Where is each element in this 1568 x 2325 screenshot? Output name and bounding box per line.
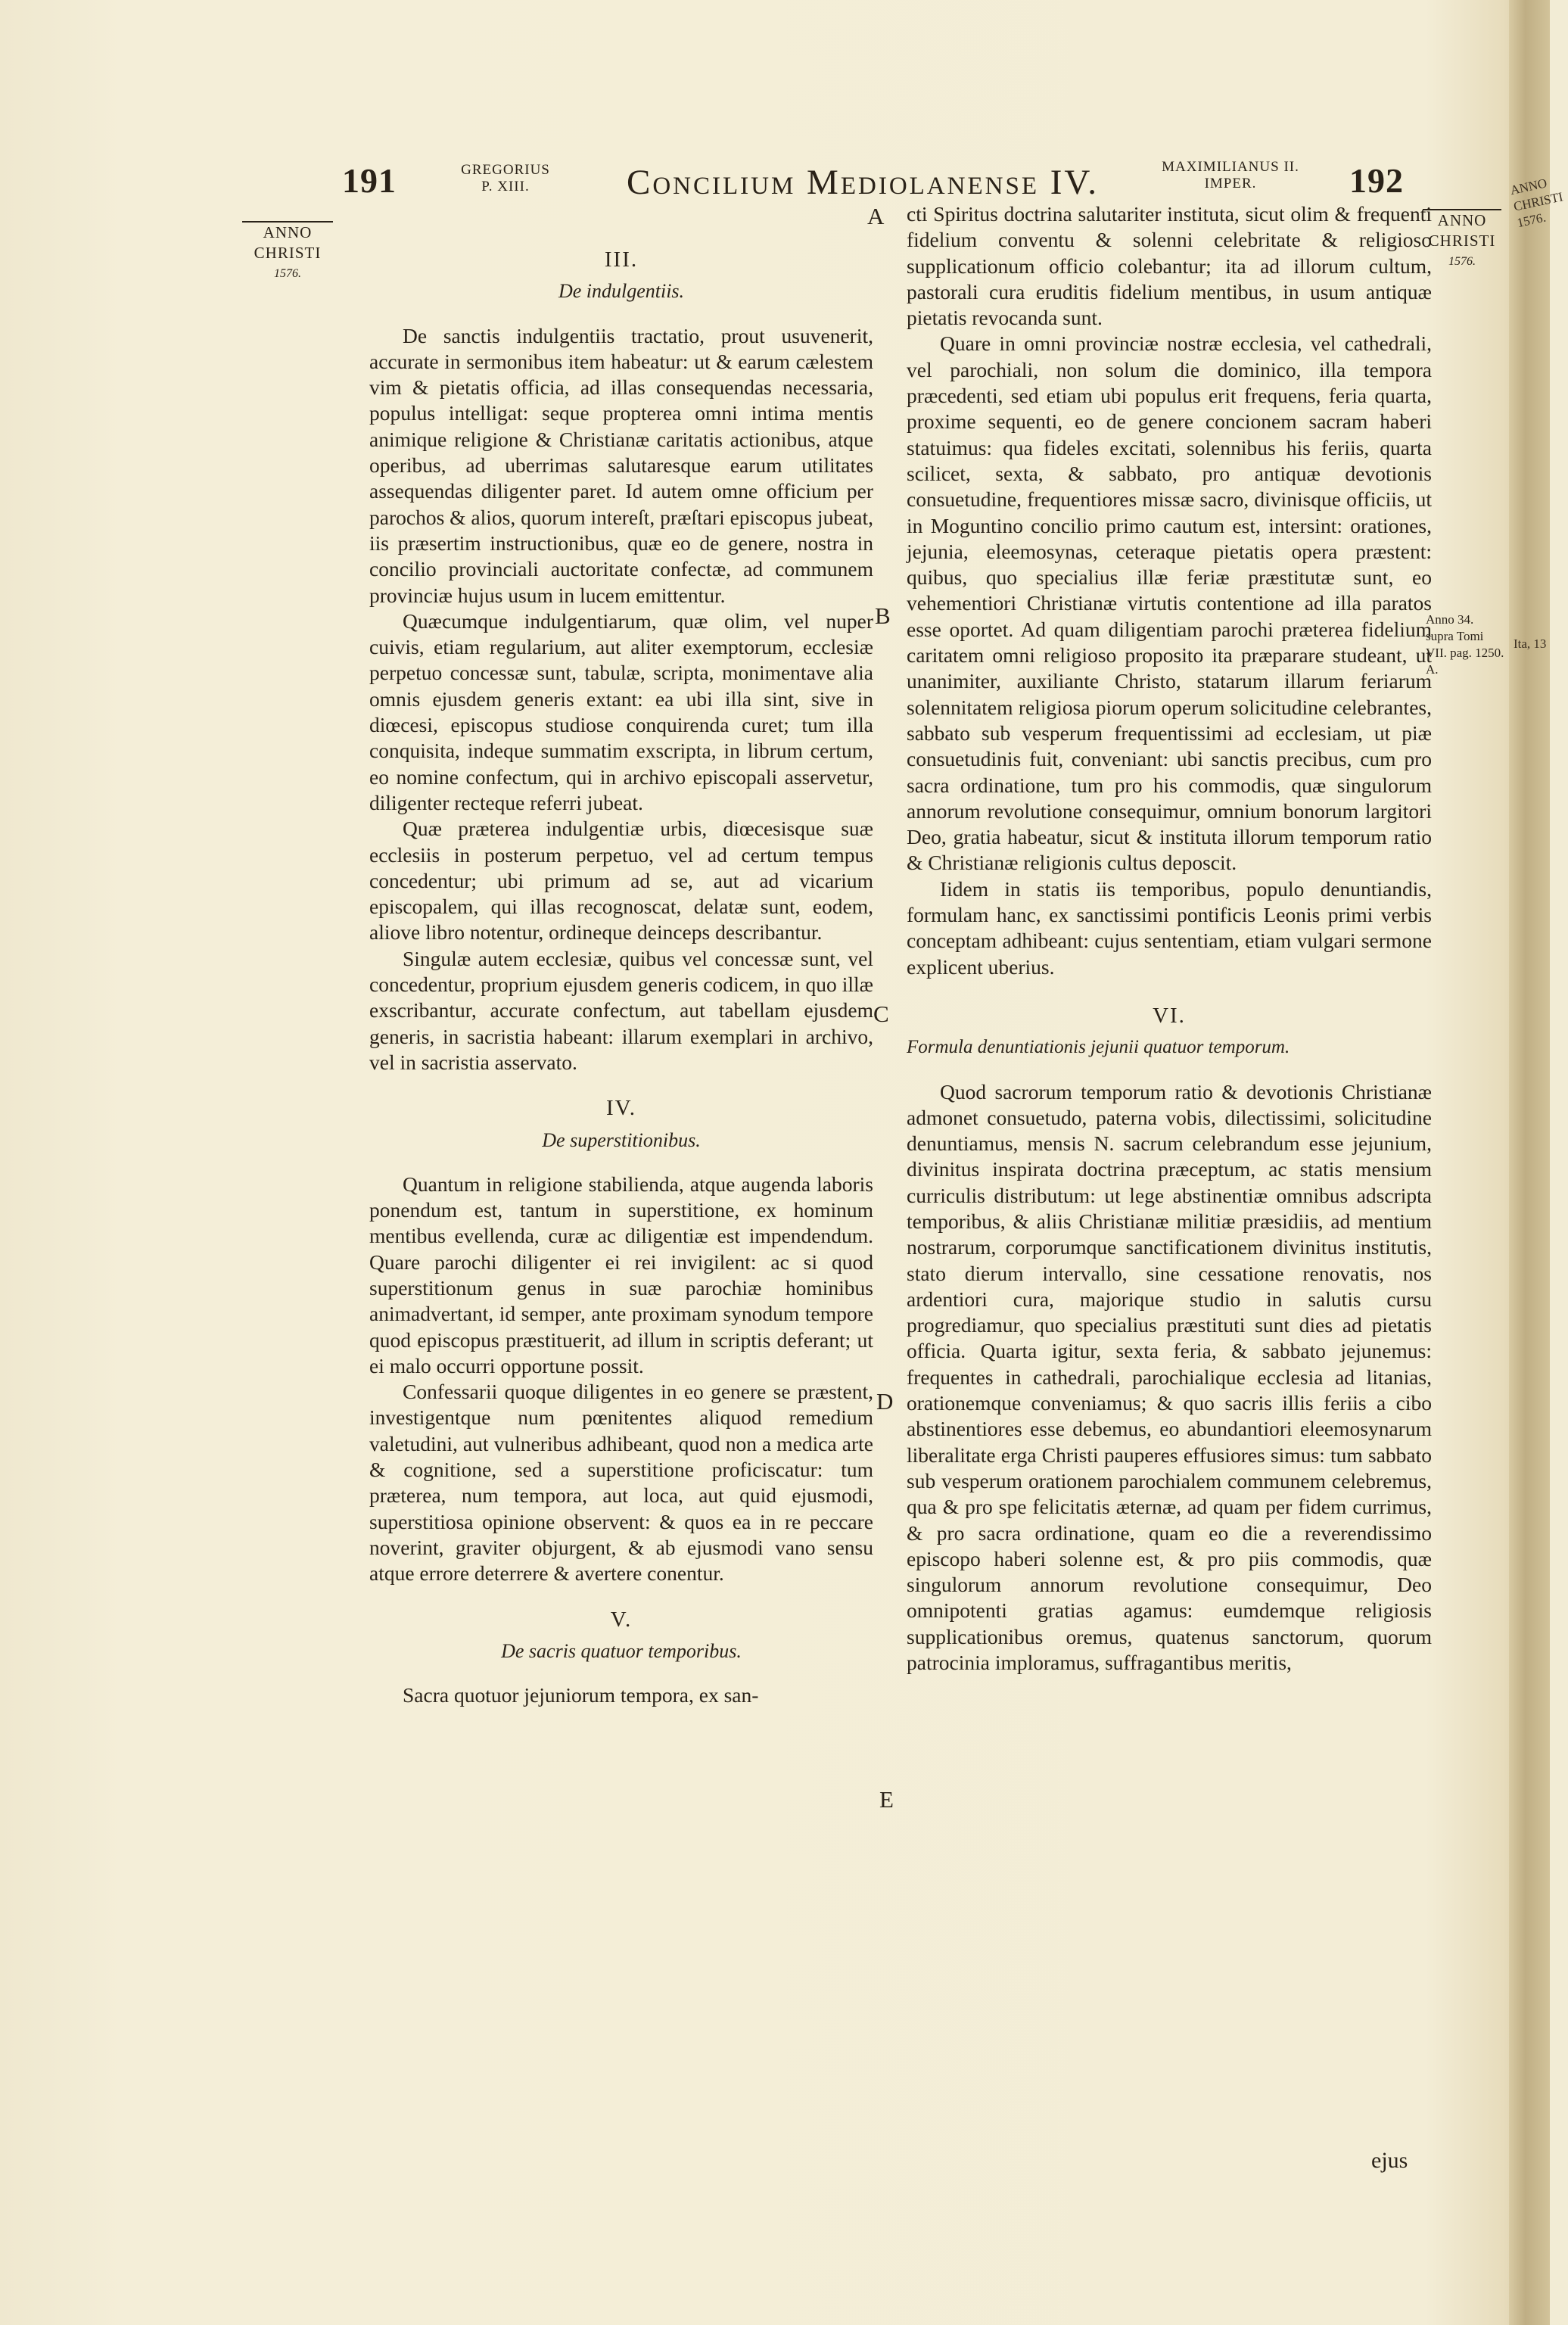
header-pope-name: GREGORIUS — [461, 162, 550, 178]
section-number: VI. — [1153, 1003, 1186, 1028]
section-title: De superstitionibus. — [542, 1128, 701, 1151]
page-number-right: 192 — [1349, 161, 1404, 200]
section-letter-c: C — [873, 1001, 889, 1027]
header-emperor-title: IMPER. — [1204, 176, 1257, 191]
margin-anno-left — [242, 221, 333, 284]
section-letter-b: B — [875, 602, 891, 629]
paragraph: Quare in omni provinciæ nostræ ecclesia, vel cathedrali, vel parochiali, non solum die dominico, illa tempora præcedenti, sed etiam ubi populus erit frequens, feria quarta, proxime sequenti, eo de genere concionem sacram haberi statuimus: qua fideles excitati, solennibus his feriis, quarta scilicet, sexta, & sabbato, pro antiquæ devotionis consuetudine, frequentiores missæ sacro, divinisque officiis, ut in Moguntino concilio primo cautum est, intersint: orationes, jejunia, eleemosynas, ceteraque pietatis opera præstent: quibus, quo specialius illæ feriæ præstitutæ sunt, eo vehementiori Christianæ virtutis contentione ad illa paratos esse oportet. Ad quam diligentiam parochi præterea fidelium caritatem omni religioso proposito ita præparare studeant, ut unanimiter, auxiliante Christo, statarum illarum feriarum solennitatem religiosa piorum operum solicitudine celebrantes, sabbato sub vesperum frequentissimi ad ecclesiam, ut piæ consuetudinis fuit, conveniant: ubi sanctis precibus, cum pro sacra ordinatione, tum pro his commodis, quæ singulorum annorum revolutione consequimur, omnium bonorum largitori Deo, gratia habeatur, sicut & instituta illorum temporum ratio & Christianæ religionis cultus deposcit. — [907, 331, 1432, 875]
header-emperor — [1147, 159, 1314, 192]
margin-anno-label: ANNO — [1423, 209, 1501, 231]
margin-anno-label: ANNO — [242, 221, 333, 243]
section-letter-e: E — [879, 1786, 894, 1813]
paragraph: Singulæ autem ecclesiæ, quibus vel concessæ sunt, vel concedentur, proprium ejusdem generis codicem, in quo illæ exscribantur, accurate confectum, aut tabellam ejusdem generis, in sacristia habeant: illarum exemplari in archivo, vel in sacristia asservato. — [369, 946, 873, 1074]
running-title: Concilium Mediolanense IV. — [626, 163, 1100, 202]
page-number-left: 191 — [342, 161, 397, 200]
margin-note: Anno 34. supra Tomi VII. pag. 1250. A. — [1426, 612, 1504, 677]
paragraph: Quæcumque indulgentiarum, quæ olim, vel nuper cuivis, etiam regularium, aut aliter exemptorum, ecclesiæ perpetuo concessæ sunt, tabulæ, scripta, monimentave alia omnis ejusdem generis extant: ea ubi illa sint, sive in diœcesi, episcopus studiose conquirenda curet; tum illa conquisita, indeque summatim exscripta, in librum certum, eo nomine confectum, qui in archivo episcopali asservetur, diligenter recteque referri jubeat. — [369, 608, 873, 814]
margin-year: 1576. — [1448, 255, 1476, 268]
paragraph: cti Spiritus doctrina salutariter instituta, sicut olim & frequenti fidelium conventu & solenni celebritate & religioso supplicationum officio colebantur; ita ad illorum cultum, pastorali cura eruditis fidelium mentibus, in usum antiquæ pietatis revocanda sunt. — [907, 202, 1432, 330]
spine-note-text: Ita, 13 — [1514, 636, 1547, 651]
section-title: De sacris quatuor temporibus. — [501, 1639, 742, 1662]
section-number: III. — [604, 247, 639, 272]
book-spine-edge — [1509, 0, 1550, 2325]
section-letter-d: D — [876, 1388, 894, 1415]
header-emperor-name: MAXIMILIANUS II. — [1162, 159, 1299, 175]
paragraph: De sanctis indulgentiis tractatio, prout usuvenerit, accurate in sermonibus item habeatur: ut & earum cælestem vim & pietatis officia, ad illas consequendas necessaria, populus intelligat: seque propterea omni intima mentis animique religione & Christianæ caritatis actionibus, atque operibus, ad uberrimas salutaresque earum utilitates assequendas diligenter paret. Id autem omne officium per parochos & alios, quorum intereſt, præſtari episcopus jubeat, iis præsertim instructionibus, quæ eo de genere, nostra in concilio provinciali auctoritate confectæ, ad communem provinciæ hujus usum in lucem emittentur. — [369, 323, 873, 607]
section-title: De indulgentiis. — [558, 280, 685, 303]
margin-christi-label: CHRISTI — [254, 244, 322, 262]
margin-year: 1576. — [274, 267, 301, 280]
header-pope-number: P. XIII. — [481, 179, 530, 195]
section-letter-a: A — [867, 203, 885, 229]
left-column — [369, 236, 873, 1708]
paragraph: Quæ præterea indulgentiæ urbis, diœcesisque suæ ecclesiis in posterum perpetuo, vel ad certum tempus concedentur; ubi primum ad se, aut ad vicarium episcopalem, qui illas recognoscat, delatæ sunt, eodem, aliove libro notentur, ordineque deinceps describantur. — [369, 817, 873, 945]
paragraph: Quod sacrorum temporum ratio & devotionis Christianæ admonet consuetudo, paterna vobis, dilectissimi, solicitudine denuntiamus, mensis N. sacrum celebrandum esse jejunium, divinitus inspirata doctrina præceptum, ac statis mensium curriculis distributum: ut lege abstinentiæ omnibus adscripta temporibus, & aliis Christianæ militiæ præsidiis, ad mentium nostrarum, corporumque sanctificationem divinitus institutis, stato dierum intervallo, sine cessatione renovatis, nos ardentiori cura, majorique studio in salutis cursu progrediamur, quo specialius præstituti sunt dies ad pietatis officia. Quarta igitur, sexta feria, & sabbato jejunemus: frequentes in cathedrali, parochialique ecclesia ad litanias, orationemque conveniamus; & quo sacris illis feriis a cibo abstinentiores esse debemus, eo abundantiori eleemosynarum liberalitate erga Christi pauperes effusiores simus: tum sabbato sub vesperum orationem parochialem communem celebremus, qua & pro spe felicitatis æternæ, ad quam per fidem currimus, & pro sacra ordinatione, quam eo die a reverendissimo episcopo haberi solenne est, & pro piis commodis, quæ singulorum annorum revolutione consequimur, Deo omnipotenti gratias agamus: eumdemque religiosis supplicationibus oremus, quatenus sanctorum, quorum patrocinia imploramus, suffragantibus meritis, — [907, 1079, 1432, 1675]
section-number: V. — [610, 1607, 633, 1632]
spine-anno-text: ANNO CHRISTI 1576. — [1508, 176, 1565, 231]
right-column — [907, 201, 1432, 1676]
section-title: Formula denuntiationis jejunii quatuor temporum. — [907, 1037, 1290, 1058]
paragraph: Quantum in religione stabilienda, atque augenda laboris ponendum est, tantum in superstitione, ex hominum mentibus evellenda, curæ ac diligentiæ est impendendum. Quare parochi diligenter ei rei invigilent: ac si quod superstitionum genus in suæ parochiæ hominibus animadvertant, id semper, ante proximam synodum tempore quod episcopus præstituerit, ad illum in scriptis deferant; ut ei malo occurri opportune possit. — [369, 1172, 873, 1377]
header-pope — [445, 162, 566, 195]
paragraph: Confessarii quoque diligentes in eo genere se præstent, investigentque num pœnitentes aliquod remedium valetudini, aut vulneribus adhibeant, quod non a medica arte & cognitione, sed a superstitione proficiscatur: tum præterea, num tempora, aut loca, aut quid ejusmodi, superstitiosa opinione observent: & quos ea in re peccare noverint, graviter objurgent, & ab ejusmodi vano sensu atque errore deterrere & avertere conentur. — [369, 1380, 873, 1586]
paragraph: Sacra quotuor jejuniorum tempora, ex san- — [403, 1683, 759, 1707]
margin-christi-label: CHRISTI — [1428, 232, 1496, 250]
paragraph: Iidem in statis iis temporibus, populo denuntiandis, formulam hanc, ex sanctissimi pontificis Leonis primi verbis conceptam adhibeant: cujus sententiam, etiam vulgari sermone explicent uberius. — [907, 876, 1432, 979]
catchword: ejus — [1371, 2148, 1408, 2173]
section-number: IV. — [605, 1096, 637, 1121]
margin-anno-right — [1423, 209, 1501, 272]
